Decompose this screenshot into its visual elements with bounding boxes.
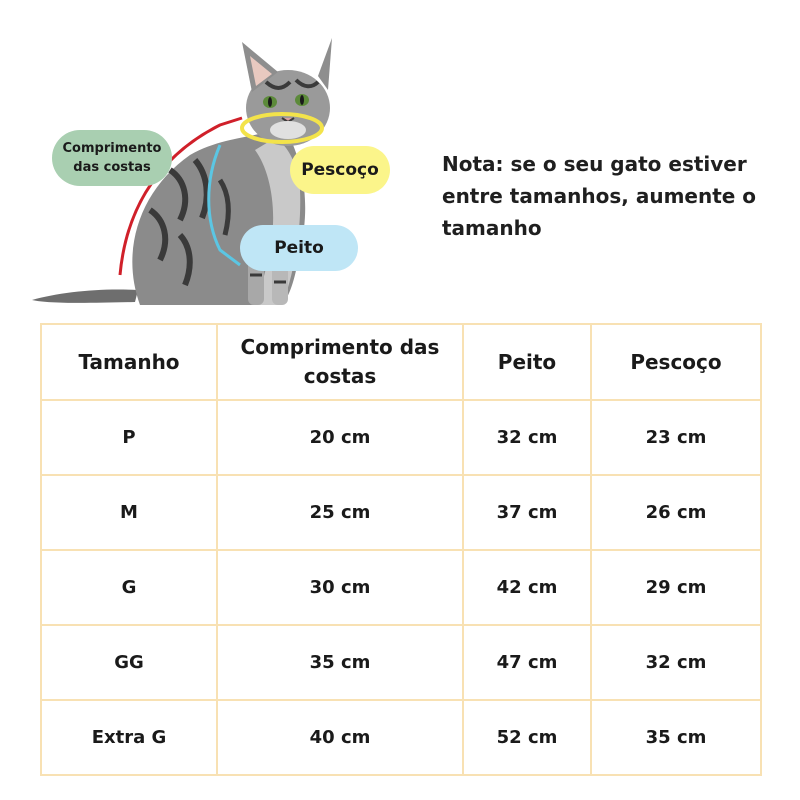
neck-label: Pescoço xyxy=(290,146,390,194)
header-chest: Peito xyxy=(463,324,591,400)
cell-back-length: 30 cm xyxy=(217,550,463,625)
cell-chest: 52 cm xyxy=(463,700,591,775)
cell-chest: 42 cm xyxy=(463,550,591,625)
back-length-label: Comprimento das costas xyxy=(52,130,172,186)
cell-size: GG xyxy=(41,625,217,700)
cell-back-length: 35 cm xyxy=(217,625,463,700)
cell-size: Extra G xyxy=(41,700,217,775)
table-row xyxy=(41,475,761,550)
cell-size: M xyxy=(41,475,217,550)
cell-neck: 32 cm xyxy=(591,625,761,700)
cell-neck: 26 cm xyxy=(591,475,761,550)
size-note: Nota: se o seu gato estiver entre tamanhos, aumente o tamanho xyxy=(442,152,757,240)
table-row xyxy=(41,400,761,475)
cell-neck: 23 cm xyxy=(591,400,761,475)
cell-chest: 47 cm xyxy=(463,625,591,700)
cell-neck: 35 cm xyxy=(591,700,761,775)
cell-size: P xyxy=(41,400,217,475)
size-table xyxy=(40,323,762,776)
header-back-length: Comprimento das costas xyxy=(217,324,463,400)
cell-size: G xyxy=(41,550,217,625)
cell-chest: 37 cm xyxy=(463,475,591,550)
cell-back-length: 25 cm xyxy=(217,475,463,550)
cell-neck: 29 cm xyxy=(591,550,761,625)
header-size: Tamanho xyxy=(41,324,217,400)
table-row xyxy=(41,550,761,625)
table-row xyxy=(41,700,761,775)
cell-back-length: 40 cm xyxy=(217,700,463,775)
table-row xyxy=(41,625,761,700)
header-neck: Pescoço xyxy=(591,324,761,400)
cell-back-length: 20 cm xyxy=(217,400,463,475)
chest-label: Peito xyxy=(240,225,358,271)
table-header-row xyxy=(41,324,761,400)
cell-chest: 32 cm xyxy=(463,400,591,475)
